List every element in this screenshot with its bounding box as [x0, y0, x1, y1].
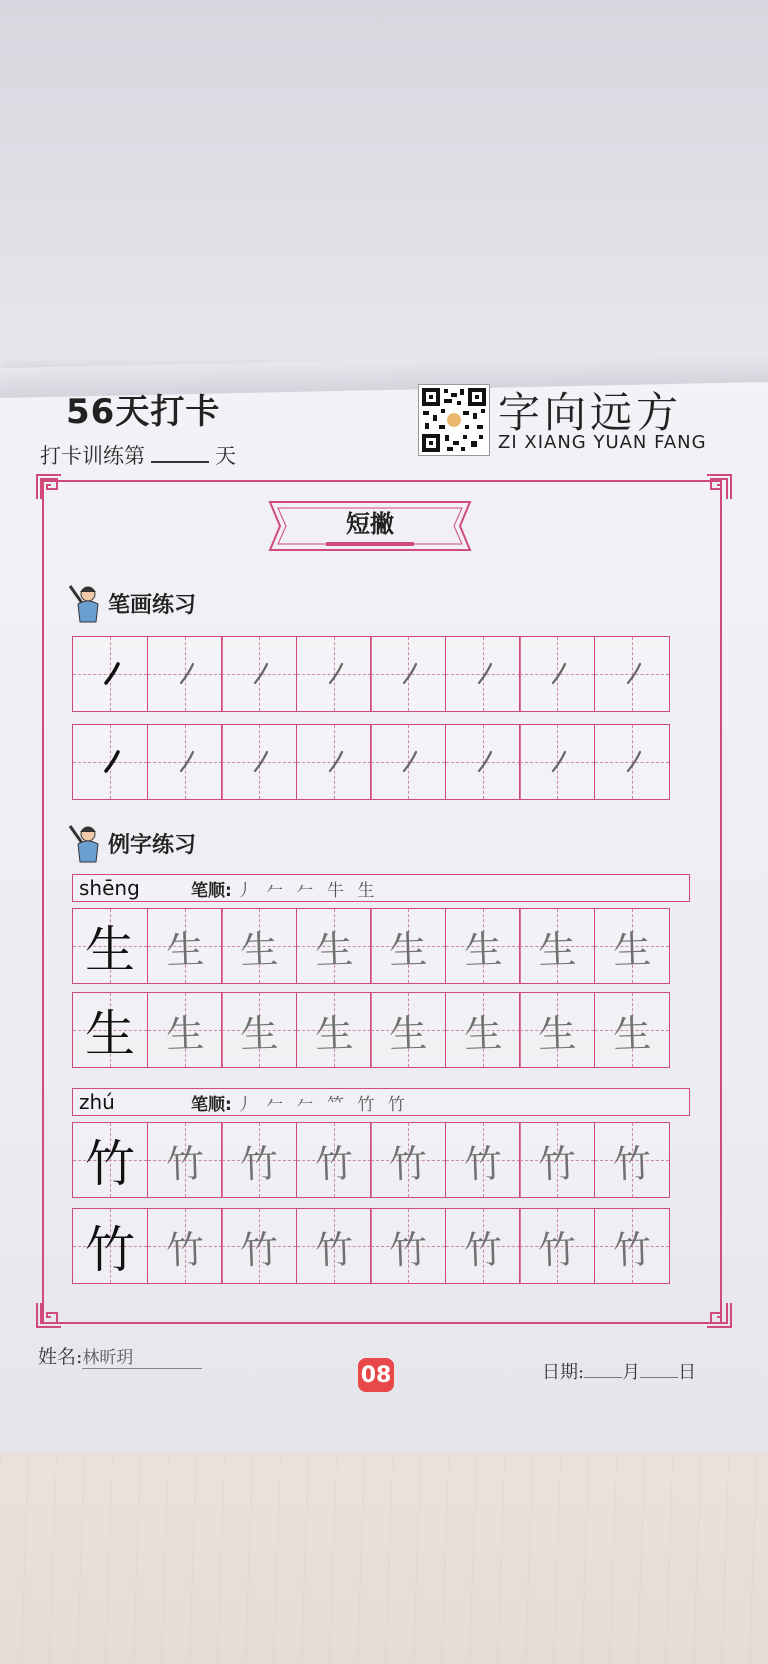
stroke-order: 丿 𠂉 𠂉 𥫗 竹 竹 — [235, 1094, 409, 1115]
char-practice-row — [72, 992, 668, 1068]
handwritten-character: 生 — [239, 1010, 279, 1057]
practice-cell[interactable] — [519, 908, 595, 984]
handwritten-character: 生 — [537, 1010, 577, 1057]
handwritten-character: 竹 — [611, 1226, 652, 1273]
table-surface — [0, 1440, 768, 1664]
practice-cell[interactable] — [72, 1208, 148, 1284]
model-character: 竹 — [85, 1221, 135, 1279]
practice-cell[interactable] — [445, 992, 521, 1068]
practice-cell[interactable] — [296, 908, 372, 984]
brand-pinyin: ZI XIANG YUAN FANG — [498, 432, 707, 453]
handwritten-character: 竹 — [388, 1226, 428, 1273]
scholar-brush-icon — [68, 582, 102, 624]
handwritten-character: 竹 — [388, 1140, 428, 1187]
practice-cell[interactable] — [221, 1208, 297, 1284]
checkin-suffix: 天 — [215, 444, 236, 468]
practice-cell[interactable] — [519, 636, 595, 712]
stroke-section-label: 笔画练习 — [108, 592, 197, 618]
char-practice-row — [72, 1208, 668, 1284]
short-pie-stroke-icon — [476, 661, 494, 687]
practice-cell[interactable] — [370, 1122, 446, 1198]
practice-cell[interactable] — [147, 1122, 223, 1198]
practice-cell[interactable] — [221, 724, 297, 800]
practice-cell[interactable] — [296, 992, 372, 1068]
short-pie-stroke-icon — [625, 749, 643, 775]
frame-corner-ornament-icon — [706, 474, 732, 500]
practice-cell[interactable] — [72, 992, 148, 1068]
char-practice-row — [72, 1122, 668, 1198]
short-pie-stroke-icon — [476, 749, 494, 775]
handwritten-character: 生 — [388, 1010, 428, 1057]
handwritten-character: 竹 — [537, 1140, 577, 1187]
practice-cell[interactable] — [221, 908, 297, 984]
page-title: 56天打卡 — [66, 392, 221, 432]
practice-cell[interactable] — [519, 992, 595, 1068]
handwritten-character: 生 — [462, 1010, 503, 1057]
practice-cell[interactable] — [594, 1208, 670, 1284]
frame-corner-ornament-icon — [36, 1302, 62, 1328]
stroke-name: 短撇 — [346, 510, 394, 538]
practice-cell[interactable] — [221, 992, 297, 1068]
short-pie-stroke-icon — [178, 661, 196, 687]
practice-cell[interactable] — [147, 992, 223, 1068]
scholar-brush-icon — [68, 822, 102, 864]
short-pie-stroke-icon — [327, 749, 345, 775]
practice-cell[interactable] — [221, 1122, 297, 1198]
handwritten-character: 生 — [313, 926, 354, 973]
example-section-label: 例字练习 — [108, 832, 197, 858]
practice-cell[interactable] — [370, 992, 446, 1068]
short-pie-stroke-icon — [625, 661, 643, 687]
practice-cell[interactable] — [296, 724, 372, 800]
practice-cell[interactable] — [72, 908, 148, 984]
pinyin: shēng — [79, 876, 140, 900]
short-pie-stroke-icon — [550, 749, 568, 775]
stroke-order: 丿 𠂉 𠂉 牛 生 — [235, 880, 379, 901]
checkin-line — [40, 440, 236, 470]
short-pie-stroke-icon — [252, 749, 270, 775]
handwritten-character: 生 — [611, 1010, 652, 1057]
stroke-order-label: 笔顺: — [191, 1094, 232, 1115]
handwritten-character: 生 — [611, 926, 652, 973]
practice-cell[interactable] — [445, 1122, 521, 1198]
handwritten-character: 生 — [313, 1010, 354, 1057]
practice-cell[interactable] — [594, 1122, 670, 1198]
model-character: 竹 — [85, 1135, 135, 1193]
day-blank — [640, 1363, 678, 1378]
page-number-badge: 08 — [358, 1358, 394, 1392]
practice-cell[interactable] — [147, 908, 223, 984]
practice-cell[interactable] — [594, 992, 670, 1068]
handwritten-character: 竹 — [537, 1226, 577, 1273]
handwritten-character: 竹 — [164, 1226, 205, 1273]
practice-cell[interactable] — [72, 636, 148, 712]
previous-page — [0, 0, 768, 390]
handwritten-character: 竹 — [164, 1140, 205, 1187]
name-label: 姓名: — [38, 1346, 83, 1368]
date-field[interactable] — [542, 1358, 696, 1384]
practice-cell[interactable] — [594, 908, 670, 984]
stroke-section-heading — [68, 582, 196, 624]
handwritten-character: 生 — [164, 1010, 205, 1057]
handwritten-character: 竹 — [462, 1140, 503, 1187]
checkin-prefix: 打卡训练第 — [40, 444, 145, 468]
qr-code-icon — [418, 384, 490, 456]
stroke-practice-row — [72, 724, 668, 800]
practice-cell[interactable] — [72, 1122, 148, 1198]
model-character: 生 — [85, 1005, 135, 1063]
pinyin: zhú — [79, 1090, 115, 1114]
practice-cell[interactable] — [296, 1208, 372, 1284]
day-label: 日 — [678, 1362, 697, 1383]
char-practice-row — [72, 908, 668, 984]
practice-cell[interactable] — [147, 1208, 223, 1284]
practice-cell[interactable] — [370, 724, 446, 800]
handwritten-character: 竹 — [462, 1226, 503, 1273]
short-pie-stroke-icon — [550, 661, 568, 687]
name-value: 林昕玥 — [82, 1343, 202, 1369]
model-character: 生 — [85, 921, 135, 979]
practice-cell[interactable] — [296, 1122, 372, 1198]
short-pie-stroke-icon — [103, 661, 121, 687]
pinyin-row-zhu — [72, 1088, 690, 1116]
handwritten-character: 竹 — [313, 1140, 354, 1187]
handwritten-character: 竹 — [313, 1226, 354, 1273]
handwritten-character: 生 — [537, 926, 577, 973]
practice-cell[interactable] — [221, 636, 297, 712]
date-label: 日期: — [542, 1362, 585, 1383]
handwritten-character: 生 — [164, 926, 205, 973]
name-field[interactable] — [38, 1342, 202, 1369]
pinyin-row-sheng — [72, 874, 690, 902]
handwritten-character: 生 — [388, 926, 428, 973]
short-pie-stroke-icon — [401, 749, 419, 775]
short-pie-stroke-icon — [327, 661, 345, 687]
practice-cell[interactable] — [370, 636, 446, 712]
handwritten-character: 竹 — [611, 1140, 652, 1187]
frame-corner-ornament-icon — [36, 474, 62, 500]
practice-cell[interactable] — [72, 724, 148, 800]
practice-cell[interactable] — [519, 724, 595, 800]
example-section-heading — [68, 822, 196, 864]
practice-cell[interactable] — [445, 908, 521, 984]
practice-cell[interactable] — [147, 636, 223, 712]
handwritten-character: 生 — [239, 926, 279, 973]
short-pie-stroke-icon — [401, 661, 419, 687]
practice-cell[interactable] — [296, 636, 372, 712]
practice-cell[interactable] — [594, 724, 670, 800]
short-pie-stroke-icon — [103, 749, 121, 775]
practice-cell[interactable] — [445, 636, 521, 712]
practice-cell[interactable] — [519, 1122, 595, 1198]
stroke-practice-row — [72, 636, 668, 712]
short-pie-stroke-icon — [252, 661, 270, 687]
practice-cell[interactable] — [594, 636, 670, 712]
handwritten-character: 生 — [462, 926, 503, 973]
stroke-order-label: 笔顺: — [191, 880, 232, 901]
checkin-day-blank — [151, 443, 209, 463]
handwritten-character: 竹 — [239, 1226, 279, 1273]
practice-cell[interactable] — [519, 1208, 595, 1284]
short-pie-stroke-icon — [178, 749, 196, 775]
practice-cell[interactable] — [370, 908, 446, 984]
practice-cell[interactable] — [445, 724, 521, 800]
practice-cell[interactable] — [370, 1208, 446, 1284]
practice-cell[interactable] — [445, 1208, 521, 1284]
frame-corner-ornament-icon — [706, 1302, 732, 1328]
practice-cell[interactable] — [147, 724, 223, 800]
month-blank — [584, 1363, 622, 1378]
brand-logo: 字向远方 — [498, 388, 683, 437]
month-label: 月 — [622, 1362, 641, 1383]
handwritten-character: 竹 — [239, 1140, 279, 1187]
